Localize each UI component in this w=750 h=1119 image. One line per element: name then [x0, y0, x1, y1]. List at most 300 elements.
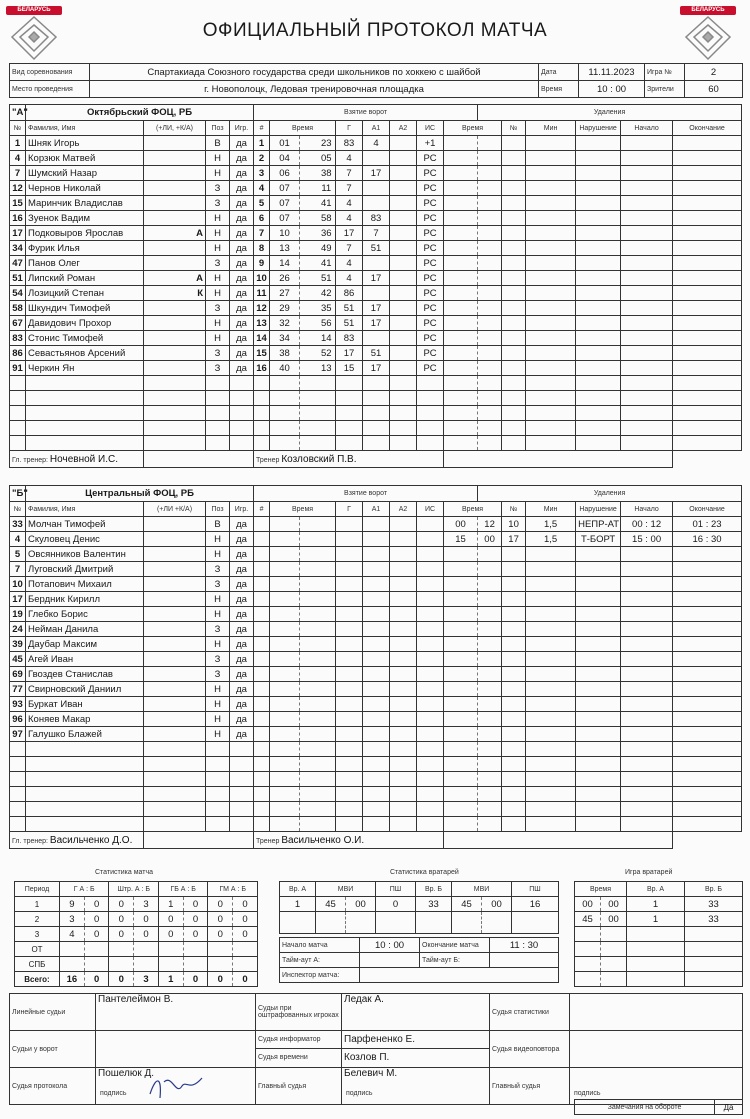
- penalty-violation: [576, 361, 621, 376]
- player-number: 83: [10, 331, 26, 346]
- penalty-end: [673, 301, 742, 316]
- goal-assist1: [363, 622, 390, 637]
- player-name: [26, 802, 144, 817]
- goal-situation: [417, 787, 444, 802]
- penalty-minutes: [526, 772, 576, 787]
- table-row: [10, 331, 742, 346]
- goal-scorer: 83: [336, 331, 363, 346]
- team-b-table: [9, 485, 742, 849]
- goalie-value: 16: [512, 897, 559, 912]
- stat-value: 0: [109, 972, 134, 987]
- goal-sec: 36: [318, 226, 336, 241]
- table-row: [10, 301, 742, 316]
- col-mvi-a: МВИ: [316, 882, 376, 897]
- gk-stats-title: Статистика вратарей: [390, 869, 459, 876]
- goal-situation: РС: [417, 301, 444, 316]
- player-position: [206, 802, 230, 817]
- player-name: Молчан Тимофей: [26, 517, 144, 532]
- goal-min: [270, 391, 300, 406]
- player-number: [10, 436, 26, 451]
- penalty-start: [621, 787, 673, 802]
- stats-row: [15, 897, 258, 912]
- penalty-minutes: 1,5: [526, 517, 576, 532]
- goal-min: [270, 532, 300, 547]
- player-name: Бердник Кирилл: [26, 592, 144, 607]
- coach-label: Тренер: [256, 837, 280, 845]
- goal-min: 06: [270, 166, 300, 181]
- stat-value: 0: [183, 912, 208, 927]
- stat-value: [134, 942, 159, 957]
- goal-assist1: [363, 682, 390, 697]
- player-role: [144, 436, 206, 451]
- col-gp-time: Время: [575, 882, 627, 897]
- penalty-violation: [576, 592, 621, 607]
- penalty-end: [673, 331, 742, 346]
- penalty-min: [444, 622, 478, 637]
- goal-scorer: 4: [336, 271, 363, 286]
- stat-value: 1: [158, 972, 183, 987]
- player-name: [26, 391, 144, 406]
- table-row: [10, 361, 742, 376]
- col-no: №: [10, 121, 26, 136]
- table-row: [10, 376, 742, 391]
- stat-value: 4: [59, 927, 84, 942]
- player-role: [144, 607, 206, 622]
- goal-sec: 52: [318, 346, 336, 361]
- goal-number: 1: [254, 136, 270, 151]
- table-row: [10, 652, 742, 667]
- player-played: да: [230, 181, 254, 196]
- penalty-start: [621, 241, 673, 256]
- penalty-sec: 12: [478, 517, 502, 532]
- goal-sec: [318, 436, 336, 451]
- player-role: [144, 181, 206, 196]
- penalty-start: [621, 727, 673, 742]
- penalty-sec: [478, 727, 502, 742]
- player-position: [206, 757, 230, 772]
- penalty-player: [502, 376, 526, 391]
- penalty-violation: [576, 316, 621, 331]
- goal-assist2: [390, 331, 417, 346]
- timekeeper-value: Козлов П.: [344, 1052, 390, 1063]
- stat-value: [208, 942, 233, 957]
- player-played: [230, 742, 254, 757]
- penalty-end: [673, 637, 742, 652]
- penalty-violation: [576, 577, 621, 592]
- player-number: 39: [10, 637, 26, 652]
- penalty-end: [673, 166, 742, 181]
- player-played: да: [230, 196, 254, 211]
- goal-assist1: [363, 151, 390, 166]
- penalty-min: [444, 301, 478, 316]
- goal-assist1: [363, 772, 390, 787]
- penalty-end: [673, 151, 742, 166]
- goal-assist2: [390, 436, 417, 451]
- period-label: 2: [15, 912, 60, 927]
- penalty-min: [444, 637, 478, 652]
- penalty-start: [621, 166, 673, 181]
- player-position: Н: [206, 151, 230, 166]
- player-role: [144, 577, 206, 592]
- penalty-min: [444, 742, 478, 757]
- player-number: 77: [10, 682, 26, 697]
- goalie-play-value: [685, 942, 743, 957]
- goal-sec: [318, 682, 336, 697]
- penalty-violation: [576, 271, 621, 286]
- end-value: 11 : 30: [490, 938, 559, 953]
- player-name: [26, 787, 144, 802]
- goal-number: [254, 547, 270, 562]
- penalties-title: Удаления: [478, 105, 742, 121]
- goal-assist1: [363, 757, 390, 772]
- chief-judge-label: Главный судья: [256, 1068, 342, 1105]
- penalty-minutes: [526, 817, 576, 832]
- player-position: З: [206, 577, 230, 592]
- timekeeper-label: Судья времени: [258, 1054, 308, 1061]
- table-row: [10, 241, 742, 256]
- goal-assist2: [390, 562, 417, 577]
- penalty-player: [502, 241, 526, 256]
- penalty-minutes: [526, 547, 576, 562]
- penalty-player: [502, 406, 526, 421]
- player-role: А: [144, 271, 206, 286]
- penalty-minutes: [526, 592, 576, 607]
- penalty-sec: [478, 547, 502, 562]
- col-name: Фамилия, Имя: [26, 502, 144, 517]
- col-pen-no: №: [502, 121, 526, 136]
- table-row: [10, 181, 742, 196]
- goalie-play-value: 33: [685, 897, 743, 912]
- stats-row: [15, 927, 258, 942]
- goal-sec: [318, 577, 336, 592]
- goal-scorer: [336, 712, 363, 727]
- col-pen-min: Мин: [526, 502, 576, 517]
- penalty-end: [673, 361, 742, 376]
- penalty-end: [673, 376, 742, 391]
- penalty-start: [621, 361, 673, 376]
- penalty-end: [673, 562, 742, 577]
- player-position: Н: [206, 241, 230, 256]
- goal-assist1: 51: [363, 241, 390, 256]
- venue-value: г. Новополоцк, Ледовая тренировочная площадка: [90, 81, 539, 98]
- table-row: [10, 226, 742, 241]
- goal-sec: [318, 622, 336, 637]
- player-played: да: [230, 256, 254, 271]
- penalty-sec: [478, 181, 502, 196]
- goalie-value: 45: [452, 897, 482, 912]
- goal-number: [254, 667, 270, 682]
- stat-value: [158, 957, 183, 972]
- penalty-min: [444, 607, 478, 622]
- team-a-table: [9, 104, 742, 468]
- penalty-player: [502, 151, 526, 166]
- goal-number: [254, 637, 270, 652]
- penalty-start: [621, 196, 673, 211]
- period-label: 1: [15, 897, 60, 912]
- penalty-start: [621, 436, 673, 451]
- player-name: Стонис Тимофей: [26, 331, 144, 346]
- penalty-sec: [478, 301, 502, 316]
- goal-number: [254, 802, 270, 817]
- goal-assist1: [363, 577, 390, 592]
- goal-sec: 51: [318, 271, 336, 286]
- penalty-violation: [576, 301, 621, 316]
- goal-assist1: [363, 712, 390, 727]
- penalty-player: [502, 637, 526, 652]
- start-label: Начало матча: [280, 938, 360, 953]
- penalty-min: [444, 697, 478, 712]
- player-number: 7: [10, 562, 26, 577]
- goalie-play-value: 1: [627, 897, 685, 912]
- goal-assist2: [390, 166, 417, 181]
- penalty-sec: [478, 196, 502, 211]
- player-number: 7: [10, 166, 26, 181]
- player-number: 45: [10, 652, 26, 667]
- penalty-min: [444, 817, 478, 832]
- penalty-sec: [478, 286, 502, 301]
- player-position: Н: [206, 286, 230, 301]
- col-gk-a: Вр. А: [280, 882, 316, 897]
- goal-min: 27: [270, 286, 300, 301]
- goal-assist2: [390, 622, 417, 637]
- stat-value: 3: [59, 912, 84, 927]
- penalty-end: [673, 436, 742, 451]
- col-start: Начало: [621, 121, 673, 136]
- player-role: [144, 331, 206, 346]
- stat-value: 0: [208, 912, 233, 927]
- goal-scorer: 7: [336, 166, 363, 181]
- goal-scorer: [336, 637, 363, 652]
- player-position: [206, 787, 230, 802]
- player-position: Н: [206, 166, 230, 181]
- player-position: Н: [206, 226, 230, 241]
- player-role: К: [144, 286, 206, 301]
- table-row: [10, 271, 742, 286]
- goalie-play-value: [627, 927, 685, 942]
- stat-judge-label: Судья статистики: [490, 994, 570, 1031]
- goal-assist2: [390, 727, 417, 742]
- penalty-player: [502, 301, 526, 316]
- player-position: В: [206, 136, 230, 151]
- player-number: [10, 757, 26, 772]
- player-number: 93: [10, 697, 26, 712]
- stat-value: [183, 957, 208, 972]
- col-a2: A2: [390, 502, 417, 517]
- goal-situation: [417, 421, 444, 436]
- goal-sec: 13: [318, 361, 336, 376]
- match-stats-table: [14, 881, 258, 987]
- goal-situation: [417, 391, 444, 406]
- goal-assist1: [363, 196, 390, 211]
- stat-value: 0: [183, 927, 208, 942]
- player-number: 97: [10, 727, 26, 742]
- penalty-end: [673, 727, 742, 742]
- goal-situation: РС: [417, 271, 444, 286]
- team-name: Центральный ФОЦ, РБ: [26, 486, 254, 502]
- goal-min: [270, 436, 300, 451]
- penalty-end: [673, 421, 742, 436]
- col-violation: Нарушение: [576, 121, 621, 136]
- penalty-minutes: [526, 406, 576, 421]
- goalie-play-table: [574, 881, 743, 987]
- goal-assist2: [390, 772, 417, 787]
- goal-assist2: [390, 226, 417, 241]
- player-played: да: [230, 226, 254, 241]
- player-position: Н: [206, 727, 230, 742]
- goal-assist2: [390, 682, 417, 697]
- penalty-start: [621, 421, 673, 436]
- player-role: [144, 547, 206, 562]
- goal-situation: РС: [417, 361, 444, 376]
- goalie-play-row: [575, 912, 743, 927]
- goal-scorer: [336, 817, 363, 832]
- player-name: Севастьянов Арсений: [26, 346, 144, 361]
- penalty-player: [502, 577, 526, 592]
- penalty-sec: [478, 361, 502, 376]
- player-number: 91: [10, 361, 26, 376]
- player-position: З: [206, 562, 230, 577]
- goal-situation: [417, 682, 444, 697]
- remarks-label: Замечания на обороте: [575, 1100, 715, 1115]
- penalty-end: 16 : 30: [673, 532, 742, 547]
- player-played: да: [230, 532, 254, 547]
- penalty-player: [502, 817, 526, 832]
- goal-assist2: [390, 547, 417, 562]
- goal-situation: [417, 802, 444, 817]
- player-played: [230, 391, 254, 406]
- penalty-violation: [576, 697, 621, 712]
- goal-situation: [417, 712, 444, 727]
- player-name: Глебко Борис: [26, 607, 144, 622]
- penalty-player: [502, 166, 526, 181]
- goal-situation: РС: [417, 226, 444, 241]
- penalty-start: [621, 562, 673, 577]
- goal-situation: [417, 376, 444, 391]
- goal-assist1: [363, 787, 390, 802]
- goal-min: [270, 421, 300, 436]
- headcoach-value: Васильченко Д.О.: [49, 834, 133, 846]
- penalty-minutes: [526, 652, 576, 667]
- player-position: [206, 436, 230, 451]
- player-number: 24: [10, 622, 26, 637]
- stat-value: 0: [134, 927, 159, 942]
- col-a2: A2: [390, 121, 417, 136]
- penalty-sec: [478, 637, 502, 652]
- player-number: 19: [10, 607, 26, 622]
- linesmen-label: Линейные судьи: [10, 994, 96, 1031]
- player-played: да: [230, 331, 254, 346]
- player-played: да: [230, 547, 254, 562]
- player-played: [230, 376, 254, 391]
- remarks-value: Да: [715, 1100, 743, 1115]
- coach-cell: [254, 451, 444, 468]
- headcoach-value: Ночевной И.С.: [49, 453, 118, 465]
- penalty-start: [621, 547, 673, 562]
- goalie-value: 00: [482, 897, 512, 912]
- player-name: Галушко Блажей: [26, 727, 144, 742]
- table-row: [10, 562, 742, 577]
- player-role: [144, 637, 206, 652]
- player-role: [144, 787, 206, 802]
- goal-scorer: [336, 697, 363, 712]
- player-role: [144, 166, 206, 181]
- goal-assist1: 17: [363, 361, 390, 376]
- player-position: Н: [206, 547, 230, 562]
- goal-scorer: [336, 532, 363, 547]
- penalty-player: [502, 592, 526, 607]
- penalty-player: [502, 772, 526, 787]
- goal-number: [254, 517, 270, 532]
- penalty-minutes: [526, 286, 576, 301]
- penalty-min: [444, 136, 478, 151]
- goal-number: 4: [254, 181, 270, 196]
- table-row: [10, 286, 742, 301]
- goal-assist2: [390, 361, 417, 376]
- penalty-minutes: [526, 196, 576, 211]
- penalty-violation: [576, 607, 621, 622]
- goalie-value: 1: [280, 897, 316, 912]
- goal-min: [270, 802, 300, 817]
- goal-scorer: 4: [336, 151, 363, 166]
- penalty-min: [444, 757, 478, 772]
- player-number: 96: [10, 712, 26, 727]
- goal-situation: [417, 406, 444, 421]
- player-played: да: [230, 667, 254, 682]
- table-row: [10, 136, 742, 151]
- table-row: [10, 772, 742, 787]
- goal-number: [254, 436, 270, 451]
- goal-situation: РС: [417, 151, 444, 166]
- col-goal-no: #: [254, 502, 270, 517]
- goal-sec: 42: [318, 286, 336, 301]
- penalty-violation: [576, 652, 621, 667]
- table-row: [10, 166, 742, 181]
- goal-assist2: [390, 802, 417, 817]
- stat-value: 0: [233, 897, 258, 912]
- goal-min: 34: [270, 331, 300, 346]
- player-name: Лозицкий Степан: [26, 286, 144, 301]
- table-row: [10, 256, 742, 271]
- player-role: [144, 532, 206, 547]
- col-pos: Поз: [206, 502, 230, 517]
- penalty-min: [444, 802, 478, 817]
- stat-value: 3: [134, 897, 159, 912]
- goal-assist2: [390, 697, 417, 712]
- goal-sec: [318, 406, 336, 421]
- goal-scorer: [336, 391, 363, 406]
- player-position: Н: [206, 532, 230, 547]
- penalty-minutes: [526, 211, 576, 226]
- penalty-violation: Т-БОРТ: [576, 532, 621, 547]
- goal-min: 40: [270, 361, 300, 376]
- stat-value: 1: [158, 897, 183, 912]
- penalty-start: 15 : 00: [621, 532, 673, 547]
- table-row: [10, 757, 742, 772]
- goal-min: 38: [270, 346, 300, 361]
- penalty-end: [673, 271, 742, 286]
- player-number: [10, 742, 26, 757]
- player-number: 12: [10, 181, 26, 196]
- penalty-min: [444, 436, 478, 451]
- goal-min: 07: [270, 211, 300, 226]
- penalty-sec: [478, 436, 502, 451]
- goal-assist2: [390, 667, 417, 682]
- col-pen-no: №: [502, 502, 526, 517]
- goal-situation: РС: [417, 211, 444, 226]
- player-name: Шняк Игорь: [26, 136, 144, 151]
- player-role: [144, 406, 206, 421]
- goal-assist1: 17: [363, 271, 390, 286]
